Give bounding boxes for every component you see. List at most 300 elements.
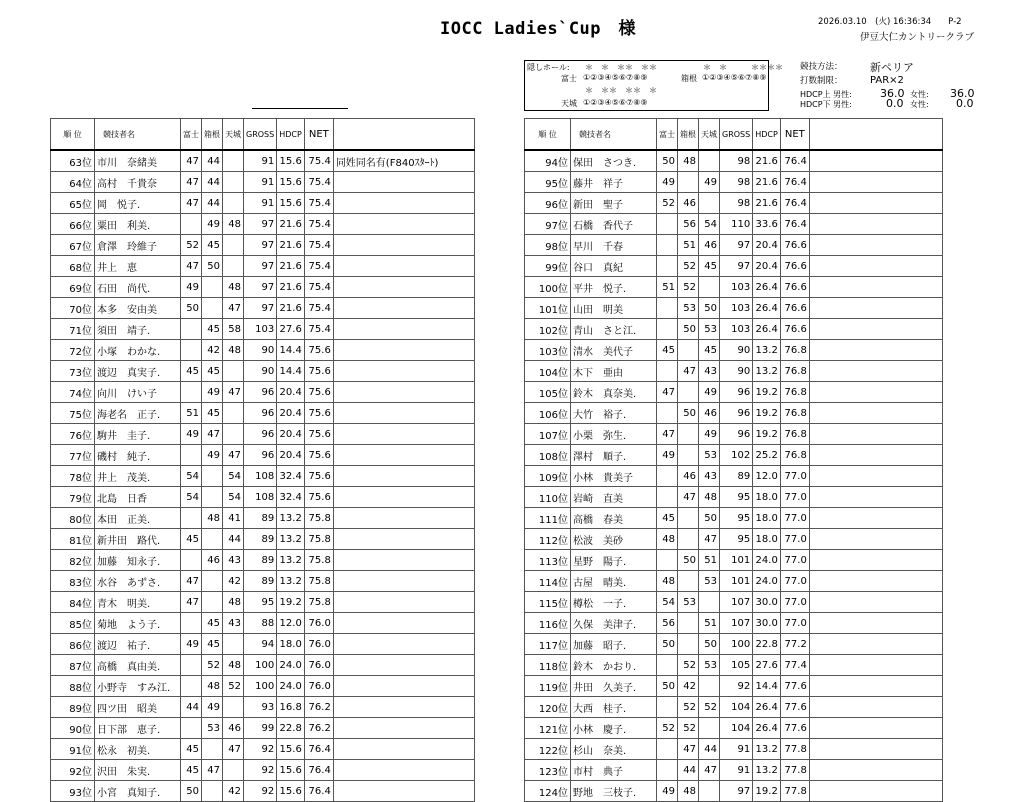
gross-score: 90: [244, 361, 277, 382]
table-row: [525, 508, 943, 529]
hakone-score: 52: [678, 256, 699, 277]
note-cell: [809, 760, 942, 781]
net-score: 77.6: [780, 718, 809, 739]
net-score: 76.2: [304, 718, 333, 739]
amagi-score: 41: [223, 508, 244, 529]
note-cell: [333, 445, 474, 466]
table-row: [51, 424, 475, 445]
hdcp-value: 15.6: [277, 781, 305, 802]
hakone-score: 52: [678, 718, 699, 739]
name-cell: 加藤 知永子.: [95, 550, 181, 571]
hakone-score: 48: [678, 781, 699, 802]
fuji-score: [181, 382, 202, 403]
rank-cell: 120位: [525, 697, 571, 718]
amagi-score: [699, 592, 720, 613]
name-cell: 平井 悦子.: [571, 277, 657, 298]
table-row: [51, 508, 475, 529]
hakone-score: 48: [202, 508, 223, 529]
amagi-score: 58: [223, 319, 244, 340]
gross-score: 103: [720, 319, 753, 340]
net-score: 76.8: [780, 340, 809, 361]
hidden-holes-box: [524, 60, 783, 111]
name-cell: 倉澤 玲維子: [95, 235, 181, 256]
name-cell: 井上 恵: [95, 256, 181, 277]
fuji-score: [181, 655, 202, 676]
hdcp-lower-female-label: 女性:: [910, 100, 929, 109]
hakone-score: [678, 424, 699, 445]
amagi-score: [223, 760, 244, 781]
rank-cell: 79位: [51, 487, 95, 508]
col-hdcp: HDCP: [277, 119, 305, 151]
amagi-score: [223, 403, 244, 424]
fuji-score: 49: [657, 445, 678, 466]
col-note: [809, 119, 942, 151]
rank-cell: 64位: [51, 172, 95, 193]
note-cell: [809, 697, 942, 718]
rank-cell: 74位: [51, 382, 95, 403]
hdcp-value: 13.2: [753, 760, 781, 781]
hdcp-value: 20.4: [277, 424, 305, 445]
gross-score: 91: [720, 760, 753, 781]
rank-cell: 108位: [525, 445, 571, 466]
rank-cell: 66位: [51, 214, 95, 235]
hdcp-value: 30.0: [753, 592, 781, 613]
table-row: [525, 298, 943, 319]
hidden-holes-in-marks: ＊ ＊ ＊＊＊＊: [703, 63, 783, 72]
amagi-score: 50: [699, 508, 720, 529]
hdcp-value: 26.4: [753, 697, 781, 718]
table-row: [525, 445, 943, 466]
amagi-score: 54: [699, 214, 720, 235]
net-score: 75.4: [304, 298, 333, 319]
note-cell: [809, 319, 942, 340]
hakone-score: 52: [202, 655, 223, 676]
rank-cell: 76位: [51, 424, 95, 445]
hdcp-value: 13.2: [753, 361, 781, 382]
hdcp-upper-female: 36.0: [950, 87, 975, 100]
hdcp-value: 21.6: [277, 298, 305, 319]
name-cell: 清水 美代子: [571, 340, 657, 361]
gross-score: 95: [244, 592, 277, 613]
hakone-score: 42: [678, 676, 699, 697]
note-cell: [809, 277, 942, 298]
net-score: 75.4: [304, 150, 333, 172]
table-row: [51, 697, 475, 718]
gross-score: 99: [244, 718, 277, 739]
fuji-score: 54: [181, 487, 202, 508]
net-score: 76.4: [780, 150, 809, 172]
net-score: 77.0: [780, 508, 809, 529]
hdcp-value: 20.4: [753, 235, 781, 256]
gross-score: 91: [244, 150, 277, 172]
gross-score: 91: [720, 739, 753, 760]
note-cell: [333, 613, 474, 634]
hakone-score: [202, 592, 223, 613]
rank-cell: 78位: [51, 466, 95, 487]
name-cell: 小栗 弥生.: [571, 424, 657, 445]
note-cell: [333, 256, 474, 277]
hdcp-lower-female: 0.0: [956, 97, 974, 110]
note-cell: [809, 655, 942, 676]
net-score: 76.6: [780, 298, 809, 319]
name-cell: 渡辺 真実子.: [95, 361, 181, 382]
name-cell: 市川 奈緒美: [95, 150, 181, 172]
hdcp-value: 26.4: [753, 298, 781, 319]
rank-cell: 104位: [525, 361, 571, 382]
note-cell: [333, 340, 474, 361]
hakone-score: 45: [202, 613, 223, 634]
hdcp-value: 15.6: [277, 172, 305, 193]
note-cell: [333, 403, 474, 424]
note-cell: [809, 445, 942, 466]
gross-score: 96: [720, 403, 753, 424]
fuji-score: [657, 697, 678, 718]
fuji-score: [657, 319, 678, 340]
fuji-score: 50: [181, 298, 202, 319]
fuji-score: 47: [181, 256, 202, 277]
amagi-score: [699, 150, 720, 172]
name-cell: 北島 日香: [95, 487, 181, 508]
amagi-score: 43: [223, 613, 244, 634]
net-score: 76.6: [780, 277, 809, 298]
note-cell: [809, 382, 942, 403]
hakone-score: 51: [678, 235, 699, 256]
fuji-score: 45: [181, 760, 202, 781]
name-cell: 本田 正美.: [95, 508, 181, 529]
rank-cell: 70位: [51, 298, 95, 319]
table-row: [525, 718, 943, 739]
report-title: IOCC Ladies`Cup 様: [440, 19, 637, 39]
net-score: 75.8: [304, 508, 333, 529]
note-cell: [333, 298, 474, 319]
amagi-score: 47: [223, 739, 244, 760]
hakone-score: 50: [678, 550, 699, 571]
hdcp-value: 20.4: [277, 403, 305, 424]
gross-score: 97: [244, 235, 277, 256]
rank-cell: 95位: [525, 172, 571, 193]
net-score: 76.4: [780, 172, 809, 193]
note-cell: [809, 193, 942, 214]
hdcp-value: 20.4: [277, 445, 305, 466]
note-cell: [333, 424, 474, 445]
col-name: 競技者名: [571, 119, 657, 151]
amagi-score: 46: [699, 403, 720, 424]
name-cell: 日下部 恵子.: [95, 718, 181, 739]
rank-cell: 117位: [525, 634, 571, 655]
fuji-score: [657, 235, 678, 256]
gross-score: 98: [720, 172, 753, 193]
net-score: 76.6: [780, 235, 809, 256]
name-cell: 磯村 純子.: [95, 445, 181, 466]
fuji-score: 47: [657, 382, 678, 403]
note-cell: [809, 739, 942, 760]
name-cell: 高橋 春美: [571, 508, 657, 529]
amagi-score: 52: [223, 676, 244, 697]
gross-score: 92: [720, 676, 753, 697]
table-row: [51, 340, 475, 361]
hakone-score: [202, 739, 223, 760]
table-row: [525, 214, 943, 235]
gross-score: 101: [720, 550, 753, 571]
name-cell: 小林 慶子.: [571, 718, 657, 739]
fuji-score: [181, 445, 202, 466]
rank-cell: 71位: [51, 319, 95, 340]
col-note: [333, 119, 474, 151]
hdcp-value: 33.6: [753, 214, 781, 235]
table-row: [51, 739, 475, 760]
col-net: NET: [304, 119, 333, 151]
name-cell: 菊地 よう子.: [95, 613, 181, 634]
name-cell: 谷口 真紀: [571, 256, 657, 277]
fuji-score: [657, 760, 678, 781]
rank-cell: 89位: [51, 697, 95, 718]
fuji-score: 54: [181, 466, 202, 487]
fuji-score: [657, 487, 678, 508]
table-row: [51, 718, 475, 739]
table-row: [51, 655, 475, 676]
gross-score: 89: [244, 571, 277, 592]
table-row: [51, 319, 475, 340]
table-row: [51, 487, 475, 508]
hdcp-value: 18.0: [753, 508, 781, 529]
amagi-score: 48: [223, 655, 244, 676]
gross-score: 90: [720, 340, 753, 361]
rank-cell: 91位: [51, 739, 95, 760]
net-score: 75.6: [304, 487, 333, 508]
amagi-score: 45: [699, 256, 720, 277]
name-cell: 松永 初美.: [95, 739, 181, 760]
col-hakone: 箱根: [678, 119, 699, 151]
gross-score: 100: [244, 676, 277, 697]
hdcp-value: 27.6: [277, 319, 305, 340]
fuji-score: [657, 466, 678, 487]
net-score: 77.0: [780, 613, 809, 634]
rank-cell: 86位: [51, 634, 95, 655]
rank-cell: 118位: [525, 655, 571, 676]
amagi-score: [699, 277, 720, 298]
amagi-score: 47: [223, 298, 244, 319]
fuji-label: 富士: [561, 74, 577, 83]
table-row: [525, 655, 943, 676]
gross-score: 96: [244, 403, 277, 424]
hdcp-value: 15.6: [277, 150, 305, 172]
rank-cell: 82位: [51, 550, 95, 571]
gross-score: 103: [720, 298, 753, 319]
table-row: [525, 571, 943, 592]
name-cell: 青山 さと江.: [571, 319, 657, 340]
hdcp-value: 12.0: [277, 613, 305, 634]
hakone-score: 49: [202, 382, 223, 403]
hakone-score: 45: [202, 361, 223, 382]
amagi-score: 48: [699, 487, 720, 508]
amagi-score: [699, 193, 720, 214]
hakone-score: 49: [202, 697, 223, 718]
name-cell: 水谷 あずさ.: [95, 571, 181, 592]
fuji-score: 54: [657, 592, 678, 613]
hakone-score: [202, 529, 223, 550]
net-score: 77.0: [780, 529, 809, 550]
hdcp-value: 14.4: [277, 361, 305, 382]
net-score: 76.0: [304, 655, 333, 676]
rank-cell: 72位: [51, 340, 95, 361]
note-cell: [333, 193, 474, 214]
hakone-score: 45: [202, 403, 223, 424]
fuji-score: [657, 298, 678, 319]
table-row: [51, 172, 475, 193]
fuji-score: [657, 403, 678, 424]
rank-cell: 63位: [51, 150, 95, 172]
name-cell: 山田 明美: [571, 298, 657, 319]
hdcp-value: 26.4: [753, 718, 781, 739]
fuji-score: 49: [181, 424, 202, 445]
name-cell: 岩崎 直美: [571, 487, 657, 508]
hakone-score: 47: [678, 487, 699, 508]
hakone-score: [678, 382, 699, 403]
fuji-score: 49: [657, 172, 678, 193]
hakone-score: 42: [202, 340, 223, 361]
fuji-score: [657, 214, 678, 235]
rank-cell: 81位: [51, 529, 95, 550]
net-score: 76.4: [304, 781, 333, 802]
table-row: [525, 592, 943, 613]
net-score: 77.4: [780, 655, 809, 676]
note-cell: [333, 382, 474, 403]
note-cell: [809, 150, 942, 172]
table-header-row: [51, 119, 475, 151]
fuji-score: 50: [657, 150, 678, 172]
hakone-score: 53: [202, 718, 223, 739]
rank-cell: 122位: [525, 739, 571, 760]
amagi-score: 43: [699, 466, 720, 487]
rank-cell: 69位: [51, 277, 95, 298]
net-score: 75.8: [304, 550, 333, 571]
amagi-score: 42: [223, 571, 244, 592]
hakone-score: 52: [678, 655, 699, 676]
table-row: [51, 760, 475, 781]
gross-score: 89: [244, 529, 277, 550]
gross-score: 97: [720, 256, 753, 277]
table-row: [525, 172, 943, 193]
name-cell: 藤井 祥子: [571, 172, 657, 193]
gross-score: 103: [244, 319, 277, 340]
gross-score: 89: [720, 466, 753, 487]
name-cell: 沢田 朱実.: [95, 760, 181, 781]
name-cell: 樽松 一子.: [571, 592, 657, 613]
amagi-score: 47: [223, 382, 244, 403]
hakone-score: 45: [202, 235, 223, 256]
hakone-score: [678, 613, 699, 634]
net-score: 76.8: [780, 382, 809, 403]
table-row: [51, 382, 475, 403]
table-row: [525, 382, 943, 403]
hdcp-value: 13.2: [277, 508, 305, 529]
name-cell: 野地 三枝子.: [571, 781, 657, 802]
rank-cell: 111位: [525, 508, 571, 529]
name-cell: 青木 明美.: [95, 592, 181, 613]
rank-cell: 101位: [525, 298, 571, 319]
gross-score: 96: [720, 382, 753, 403]
amagi-score: [699, 676, 720, 697]
table-row: [525, 340, 943, 361]
fuji-score: 51: [657, 277, 678, 298]
hakone-score: 52: [678, 277, 699, 298]
amagi-label: 天城: [561, 99, 577, 108]
hdcp-value: 21.6: [753, 150, 781, 172]
rank-cell: 93位: [51, 781, 95, 802]
hdcp-value: 13.2: [753, 340, 781, 361]
name-cell: 渡辺 祐子.: [95, 634, 181, 655]
fuji-score: 45: [181, 361, 202, 382]
col-hdcp: HDCP: [753, 119, 781, 151]
limit-value: PAR×2: [870, 75, 904, 86]
hdcp-value: 21.6: [753, 193, 781, 214]
gross-score: 88: [244, 613, 277, 634]
hakone-score: [202, 571, 223, 592]
gross-score: 97: [720, 781, 753, 802]
table-row: [51, 466, 475, 487]
note-cell: [333, 697, 474, 718]
fuji-score: 47: [181, 193, 202, 214]
rank-cell: 102位: [525, 319, 571, 340]
hakone-score: 47: [202, 760, 223, 781]
amagi-score: 42: [223, 781, 244, 802]
note-cell: [333, 592, 474, 613]
fuji-score: [181, 319, 202, 340]
amagi-score: 50: [699, 298, 720, 319]
hdcp-value: 18.0: [753, 529, 781, 550]
table-row: [525, 256, 943, 277]
hakone-score: 50: [678, 403, 699, 424]
limit-label: 打数制限：: [800, 76, 843, 86]
net-score: 75.4: [304, 319, 333, 340]
rank-cell: 87位: [51, 655, 95, 676]
rank-cell: 124位: [525, 781, 571, 802]
table-row: [51, 592, 475, 613]
net-score: 77.0: [780, 592, 809, 613]
hakone-score: [678, 571, 699, 592]
amagi-score: 48: [223, 214, 244, 235]
hakone-score: 48: [202, 676, 223, 697]
rank-cell: 112位: [525, 529, 571, 550]
fuji-score: 45: [181, 529, 202, 550]
note-cell: [333, 655, 474, 676]
hdcp-value: 22.8: [277, 718, 305, 739]
net-score: 76.6: [780, 319, 809, 340]
name-cell: 松波 美砂: [571, 529, 657, 550]
name-cell: 高村 千貴奈: [95, 172, 181, 193]
net-score: 76.4: [780, 193, 809, 214]
name-cell: 四ツ田 昭美: [95, 697, 181, 718]
amagi-score: [223, 193, 244, 214]
hdcp-value: 32.4: [277, 487, 305, 508]
hdcp-value: 24.0: [277, 655, 305, 676]
net-score: 75.4: [304, 235, 333, 256]
net-score: 75.6: [304, 424, 333, 445]
note-cell: [809, 550, 942, 571]
gross-score: 97: [244, 298, 277, 319]
fuji-score: [181, 214, 202, 235]
amagi-score: 53: [699, 319, 720, 340]
amagi-score: [223, 235, 244, 256]
hdcp-value: 19.2: [753, 781, 781, 802]
fuji-score: 52: [657, 718, 678, 739]
gross-score: 104: [720, 718, 753, 739]
hdcp-value: 21.6: [753, 172, 781, 193]
fuji-score: 52: [181, 235, 202, 256]
club-name: 伊豆大仁カントリークラブ: [860, 32, 975, 43]
table-row: [51, 214, 475, 235]
net-score: 75.6: [304, 361, 333, 382]
